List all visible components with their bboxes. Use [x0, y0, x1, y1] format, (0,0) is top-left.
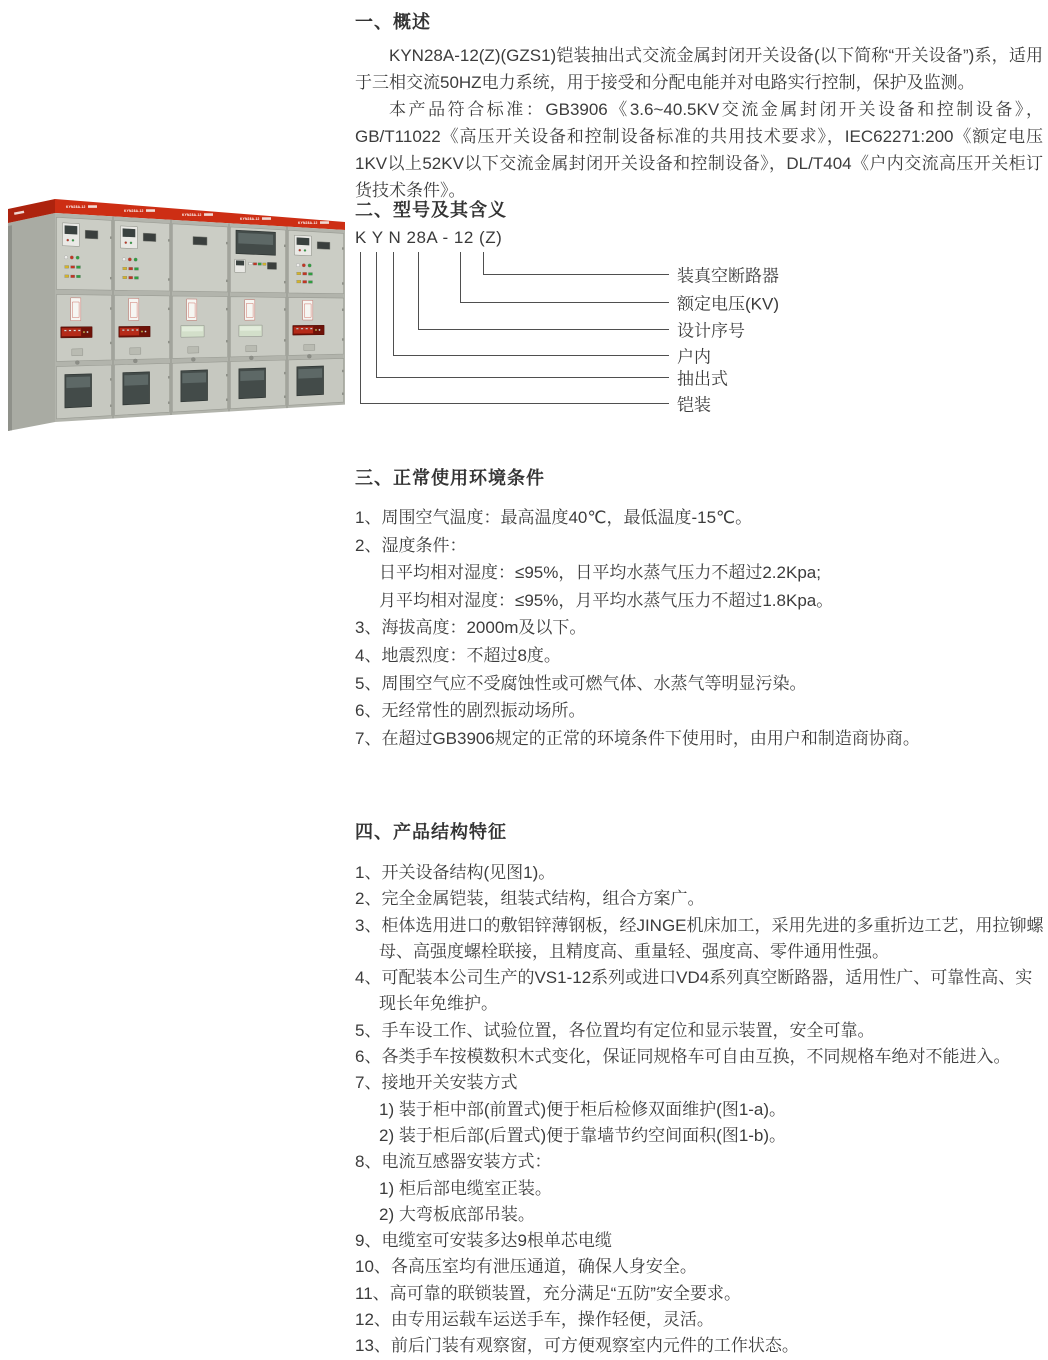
structure-list — [355, 860, 1048, 1360]
section-heading: 一、概述 — [355, 12, 431, 32]
cabinet — [229, 217, 286, 412]
list-item: 1) 装于柜中部(前置式)便于柜后检修双面维护(图1-a)。 — [379, 1099, 787, 1119]
list-item: 7、接地开关安装方式 — [355, 1073, 518, 1093]
cabinet-band-label: KYN28A-12 — [298, 221, 318, 226]
list-item: 7、在超过GB3906规定的正常的环境条件下使用时，由用户和制造商协商。 — [355, 728, 920, 748]
environment-list — [355, 504, 1045, 752]
list-item: 2) 装于柜后部(后置式)便于靠墙节约空间面积(图1-b)。 — [379, 1125, 787, 1145]
list-item: 日平均相对湿度：≤95%，日平均水蒸气压力不超过2.2Kpa; — [379, 563, 821, 583]
section-environment — [355, 464, 1045, 752]
legend-label: 户内 — [677, 347, 711, 367]
list-item: 2、湿度条件： — [355, 535, 467, 555]
cabinet — [287, 221, 344, 408]
standards-paragraph: 本产品符合标准：GB3906《3.6~40.5KV交流金属封闭开关设备和控制设备》，GB/T11022《高压开关设备和控制设备标准的共用技术要求》，IEC62271:200《额定电压1KV以上52KV以下交流金属封闭开关设备和控制设备》，DL/T404《户内交流高压开关柜订货技术条件》。 — [355, 100, 1043, 200]
section-heading: 三、正常使用环境条件 — [355, 468, 545, 488]
model-code: K Y N 28A - 12 (Z) — [355, 228, 503, 247]
list-item: 11、高可靠的联锁装置，充分满足“五防”安全要求。 — [355, 1283, 741, 1303]
legend-connector-line — [360, 252, 669, 404]
list-item: 2、完全金属铠装，组装式结构，组合方案广。 — [355, 889, 705, 909]
list-item: 10、各高压室均有泄压通道，确保人身安全。 — [355, 1257, 697, 1277]
section-heading: 四、产品结构特征 — [355, 822, 507, 842]
list-item: 3、柜体选用进口的敷铝锌薄钢板，经JINGE机床加工，采用先进的多重折边工艺，用拉铆螺母、高强度螺栓联接，且精度高、重量轻、强度高、零件通用性强。 — [355, 915, 1044, 961]
cabinet-band-label: KYN28A-12 — [124, 209, 144, 214]
cabinet — [113, 209, 170, 418]
list-item: 8、电流互感器安装方式： — [355, 1152, 552, 1172]
cabinet-band-label: KYN28A-12 — [66, 205, 86, 210]
cabinet-band-label: KYN28A-12 — [240, 217, 260, 222]
list-item: 4、地震烈度：不超过8度。 — [355, 645, 561, 665]
section-structure — [355, 818, 1048, 1360]
list-item: 2) 大弯板底部吊装。 — [379, 1204, 535, 1224]
overview-paragraph: KYN28A-12(Z)(GZS1)铠装抽出式交流金属封闭开关设备(以下简称“开关设备”)系，适用于三相交流50HZ电力系统，用于接受和分配电能并对电路实行控制，保护及监测。 — [355, 46, 1043, 92]
model-diagram — [350, 228, 820, 418]
legend-label: 铠装 — [677, 395, 711, 415]
switchgear-illustration — [5, 193, 348, 433]
list-item: 13、前后门装有观察窗，可方便观察室内元件的工作状态。 — [355, 1336, 799, 1356]
list-item: 12、由专用运载车运送手车，操作轻便，灵活。 — [355, 1310, 714, 1330]
section-heading: 二、型号及其含义 — [355, 200, 507, 220]
cabinet — [57, 205, 112, 419]
list-item: 3、海拔高度：2000m及以下。 — [355, 618, 587, 638]
list-item: 9、电缆室可安装多达9根单芯电缆 — [355, 1231, 612, 1251]
list-item: 月平均相对湿度：≤95%，月平均水蒸气压力不超过1.8Kpa。 — [379, 590, 834, 610]
cabinet-band-label: KYN28A-12 — [182, 213, 202, 218]
cabinet — [171, 213, 228, 415]
section-overview — [355, 8, 1043, 204]
list-item: 4、可配装本公司生产的VS1-12系列或进口VD4系列真空断路器，适用性广、可靠性高、实现长年免维护。 — [355, 968, 1033, 1014]
list-item: 1) 柜后部电缆室正装。 — [379, 1178, 552, 1198]
legend-label: 装真空断路器 — [677, 266, 779, 286]
product-photo — [5, 193, 348, 433]
list-item: 1、周围空气温度：最高温度40℃，最低温度-15℃。 — [355, 508, 753, 527]
section-model — [355, 196, 507, 222]
list-item: 6、无经常性的剧烈振动场所。 — [355, 701, 586, 721]
cabinet-side-panel — [8, 213, 55, 431]
list-item: 5、周围空气应不受腐蚀性或可燃气体、水蒸气等明显污染。 — [355, 673, 807, 693]
list-item: 5、手车设工作、试验位置，各位置均有定位和显示装置，安全可靠。 — [355, 1020, 875, 1040]
legend-label: 设计序号 — [677, 321, 745, 341]
list-item: 1、开关设备结构(见图1)。 — [355, 863, 556, 882]
list-item: 6、各类手车按模数积木式变化，保证同规格车可自由互换，不同规格车绝对不能进入。 — [355, 1047, 1011, 1067]
legend-label: 抽出式 — [677, 369, 728, 389]
legend-label: 额定电压(KV) — [677, 294, 779, 314]
